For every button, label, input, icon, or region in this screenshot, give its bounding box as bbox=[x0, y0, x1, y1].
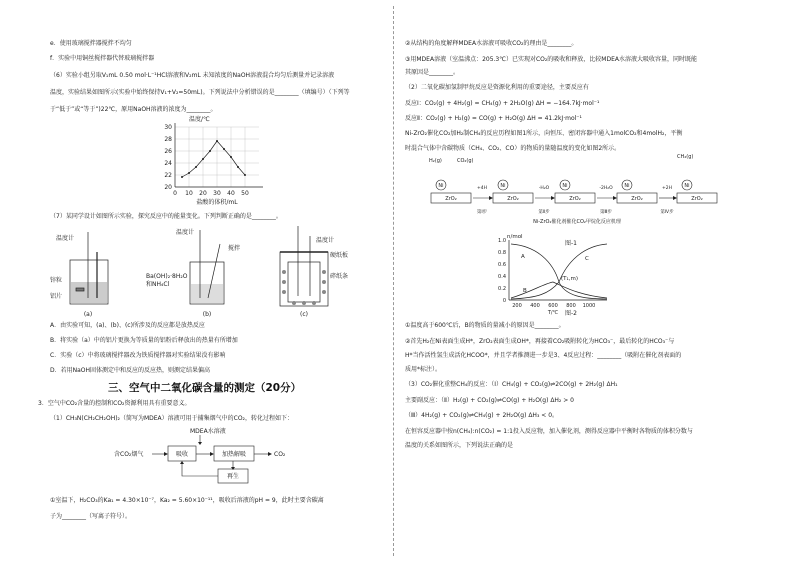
mech-ch4: CH₄(g) bbox=[677, 154, 694, 160]
q3-2-2c: 质用*标注）。 bbox=[405, 366, 442, 373]
flow-absorb-box: 吸收 bbox=[175, 451, 189, 458]
side-reaction-3: （Ⅲ）4H₂(g) + CO₂(g)⇌CH₄(g) + 2H₂O(g) ΔH₃ < 0。 bbox=[405, 412, 559, 419]
option-d: D．若用NaOH固体测定中和反应的反应热，则测定结果偏高 bbox=[50, 367, 211, 374]
option-a: A．由实验可知，(a)、(b)、(c)所涉及的反应都是放热反应 bbox=[50, 322, 205, 329]
mech-ni: Ni bbox=[438, 183, 444, 189]
flow-heat-box: 加热解吸 bbox=[221, 451, 247, 458]
temp-chart-xlabel: 盐酸的体积/mL bbox=[196, 199, 238, 206]
apparatus-c-paper: 碎纸条 bbox=[330, 273, 348, 280]
temp-xtick: 50 bbox=[241, 190, 249, 197]
apparatus-b-stir: 搅拌 bbox=[228, 245, 241, 252]
question-3-1b: 子为________（写离子符号）。 bbox=[50, 513, 132, 520]
temp-xtick: 30 bbox=[213, 190, 221, 197]
temp-curve bbox=[182, 141, 245, 177]
temperature-chart bbox=[155, 115, 305, 207]
fig2-label-a: A bbox=[521, 254, 525, 260]
fig2-label-b: B bbox=[523, 288, 527, 294]
q3-3-desc1: 在恒容反应器中按n(CH₄):n(CO₂) = 1:1投入反应物，加入催化剂，测得反应器中平衡时各物质的体积分数与 bbox=[405, 428, 693, 435]
fig2-ytick: 0.6 bbox=[498, 262, 506, 268]
fig2-ytick: 0.8 bbox=[498, 250, 506, 256]
mech-zro2: ZrO₂ bbox=[631, 196, 643, 202]
mechanism-figure bbox=[427, 153, 727, 231]
mech-ni: Ni bbox=[562, 183, 568, 189]
option-f: f．实验中用铜丝搅拌器代替玻璃搅拌器 bbox=[50, 55, 155, 62]
apparatus-c-thermometer: 温度计 bbox=[316, 237, 335, 244]
question-6-line1: （6）实验小组另取V₁mL 0.50 mol·L⁻¹HCl溶液和V₂mL 未知浓度的NaOH溶液混合均匀后测量并记录溶液 bbox=[50, 72, 335, 79]
mech-h2: H₂(g) bbox=[429, 158, 442, 164]
mech-plus2h: +2H bbox=[661, 186, 673, 191]
right-column bbox=[397, 0, 767, 562]
temp-xtick: 10 bbox=[185, 190, 193, 197]
mech-step-1: 第Ⅰ步 bbox=[476, 210, 488, 215]
option-c: C．实验（c）中将玻璃搅拌器改为铁质搅拌器对实验结果没有影响 bbox=[50, 352, 226, 359]
question-6-line3: 于“低于”或“等于”)22℃，原用NaOH溶液的浓度为________。 bbox=[50, 106, 217, 113]
side-reaction-2: 主要副反应：（Ⅱ）H₂(g) + CO₂(g)⇌CO(g) + H₂O(g) ΔH₂ > 0 bbox=[405, 397, 574, 404]
q3-1-2: ②从结构的角度解释MDEA水溶液可吸收CO₂的理由是________。 bbox=[405, 40, 578, 47]
flow-input-label: 含CO₂烟气 bbox=[114, 451, 144, 458]
mech-minus-h2o: -H₂O bbox=[538, 186, 550, 191]
apparatus-a bbox=[70, 232, 108, 304]
reaction-2: 反应Ⅱ：CO₂(g) + H₂(g) = CO(g) + H₂O(g) ΔH = 41.2kJ·mol⁻¹ bbox=[405, 115, 582, 122]
flow-regen-box: 再生 bbox=[226, 473, 240, 480]
q3-2: （2）二氧化碳加氢制甲烷反应是资源化利用的重要途径，主要反应有 bbox=[405, 84, 589, 91]
mech-caption: Ni-ZrO₂催化剂催化CO₂甲烷化反应机理 bbox=[533, 219, 621, 225]
q3-3-desc2: 温度的关系如图所示，下列说法正确的是 bbox=[405, 442, 514, 449]
fig2-xtick: 400 bbox=[530, 303, 540, 309]
question-3-1a: ①室温下，H₂CO₃的Ka₁ = 4.30×10⁻⁷，Ka₂ = 5.60×10⁻¹¹，吸收后溶液的pH = 9，此时主要含碳离 bbox=[50, 497, 324, 504]
mech-step-2: 第Ⅱ步 bbox=[538, 210, 550, 215]
option-b: B．将实验（a）中的铝片更换为等质量的铝粉后释放出的热量有所增加 bbox=[50, 337, 238, 344]
q3-1-3b: 其原因是________。 bbox=[405, 69, 460, 76]
fig2-ytick: 0.2 bbox=[498, 286, 506, 292]
section-title: 三、空气中二氧化碳含量的测定（20分） bbox=[108, 382, 302, 394]
mech-minus-2h2o: -2H₂O bbox=[599, 186, 613, 191]
temp-ytick: 22 bbox=[164, 172, 172, 179]
fig2-xtick: 600 bbox=[548, 303, 558, 309]
apparatus-b-reagent1: Ba(OH)₂·8H₂O bbox=[146, 273, 188, 280]
q3-2-1: ①温度高于600℃后，B的物质的量减小的原因是________。 bbox=[405, 322, 565, 329]
apparatus-b-reagent2: 和NH₄Cl bbox=[146, 281, 170, 288]
mech-ni: Ni bbox=[684, 183, 690, 189]
apparatus-a-thermometer: 温度计 bbox=[56, 235, 75, 242]
apparatus-c-board: 硬纸板 bbox=[330, 252, 348, 259]
q3-2-desc2: 时混合气体中含碳物质（CH₄、CO₂、CO）的物质的量随温度的变化如图2所示。 bbox=[405, 145, 621, 152]
temp-ytick: 24 bbox=[164, 160, 172, 167]
apparatus-a-zinc: 锌粒 bbox=[50, 277, 63, 284]
fig2-point: (T₁,m) bbox=[561, 276, 578, 282]
mech-co2: CO₂(g) bbox=[457, 158, 474, 164]
q3-1-3: ③用MDEA溶液（室温沸点：205.3℃）已实现对CO₂的吸收和释放，比较MDEA水溶液大吸收容量，同时既能 bbox=[405, 56, 697, 63]
temp-xtick: 20 bbox=[199, 190, 207, 197]
reaction-1: 反应Ⅰ：CO₂(g) + 4H₂(g) = CH₄(g) + 2H₂O(g) ΔH = −164.7kJ·mol⁻¹ bbox=[405, 100, 600, 107]
temp-ytick: 20 bbox=[164, 184, 172, 191]
page-divider bbox=[393, 6, 394, 556]
q3-2-2a: ②首先H₂在Ni表面生成H*，ZrO₂表面生成OH*，再接着CO₂吸附转化为HCO₃⁻，最后转化的HCO₃⁻与 bbox=[405, 338, 675, 345]
fig2-xtick: 1000 bbox=[582, 303, 596, 309]
fig2-label: 图-2 bbox=[565, 310, 577, 317]
temp-chart-ylabel: 温度/℃ bbox=[189, 116, 210, 123]
apparatus-figure bbox=[48, 222, 348, 318]
apparatus-b bbox=[190, 230, 224, 304]
mech-zro2: ZrO₂ bbox=[691, 196, 703, 202]
fig2-xlabel: T/℃ bbox=[547, 310, 559, 316]
temp-xtick: 40 bbox=[227, 190, 235, 197]
flow-top-label: MDEA水溶液 bbox=[190, 428, 226, 435]
fig2-xtick: 200 bbox=[512, 303, 522, 309]
mech-zro2: ZrO₂ bbox=[445, 196, 457, 202]
mech-ni: Ni bbox=[624, 183, 630, 189]
flow-output-label: CO₂ bbox=[274, 451, 286, 458]
option-e: e．使用玻璃搅拌器搅拌不均匀 bbox=[50, 40, 132, 47]
fig2-label-c: C bbox=[585, 256, 589, 262]
apparatus-c-caption: (c) bbox=[300, 311, 308, 318]
mdea-flow-diagram bbox=[108, 425, 308, 495]
q3-3: （3）CO₂催化重整CH₄的反应：（Ⅰ）CH₄(g) + CO₂(g)⇌2CO(g) + 2H₂(g) ΔH₁ bbox=[405, 381, 618, 388]
fig2-ylabel: n/mol bbox=[507, 234, 523, 240]
mech-zro2: ZrO₂ bbox=[507, 196, 519, 202]
mech-zro2: ZrO₂ bbox=[569, 196, 581, 202]
mech-plus4h: +4H bbox=[476, 186, 488, 191]
question-7: （7）某同学设计如图所示实验，探究反应中的能量变化。下列判断正确的是________。 bbox=[50, 213, 282, 220]
temp-ytick: 30 bbox=[164, 124, 172, 131]
q3-2-desc1: Ni-ZrO₂催化CO₂加H₂制CH₄的反应历程如图1所示，向恒压、密闭容器中通入1molCO₂和4molH₂，平衡 bbox=[405, 130, 683, 137]
left-column bbox=[30, 0, 388, 562]
apparatus-b-caption: (b) bbox=[202, 311, 212, 318]
mech-ni: Ni bbox=[500, 183, 506, 189]
temp-xtick: 0 bbox=[173, 190, 177, 197]
question-3-1: （1）CH₃N(CH₂CH₂OH)₂（简写为MDEA）溶液可用于捕集烟气中的CO₂，转化过程如下： bbox=[50, 415, 293, 422]
apparatus-a-caption: (a) bbox=[83, 311, 93, 318]
fig2-xtick: 800 bbox=[566, 303, 576, 309]
question-6-line2: 温度，实验结果如图所示(实验中始终保持V₁+V₂=50mL)。下列说法中分析错误的是________（填编号）（下列等 bbox=[50, 89, 350, 96]
fig2-ytick: 1.0 bbox=[498, 238, 506, 244]
temp-ytick: 28 bbox=[164, 136, 172, 143]
fig2-ytick: 0 bbox=[502, 298, 506, 304]
question-3: 3．空气中CO₂含量的控制和CO₂资源利用具有重要意义。 bbox=[38, 400, 191, 407]
fig1-label: 图-1 bbox=[565, 240, 577, 247]
apparatus-a-aluminum: 铝片 bbox=[50, 293, 63, 300]
fig2-ytick: 0.4 bbox=[498, 274, 506, 280]
species-vs-temperature-chart bbox=[487, 232, 677, 320]
mech-step-3: 第Ⅲ步 bbox=[599, 210, 613, 215]
mech-step-4: 第Ⅳ步 bbox=[660, 210, 674, 215]
apparatus-b-thermometer: 温度计 bbox=[176, 229, 195, 236]
temp-ytick: 26 bbox=[164, 148, 172, 155]
q3-2-2b: H*当作活性氢生成活化HCOO*，并且学者推测进一步是3、4反应过程：________（吸附在催化剂表面的 bbox=[405, 352, 682, 359]
